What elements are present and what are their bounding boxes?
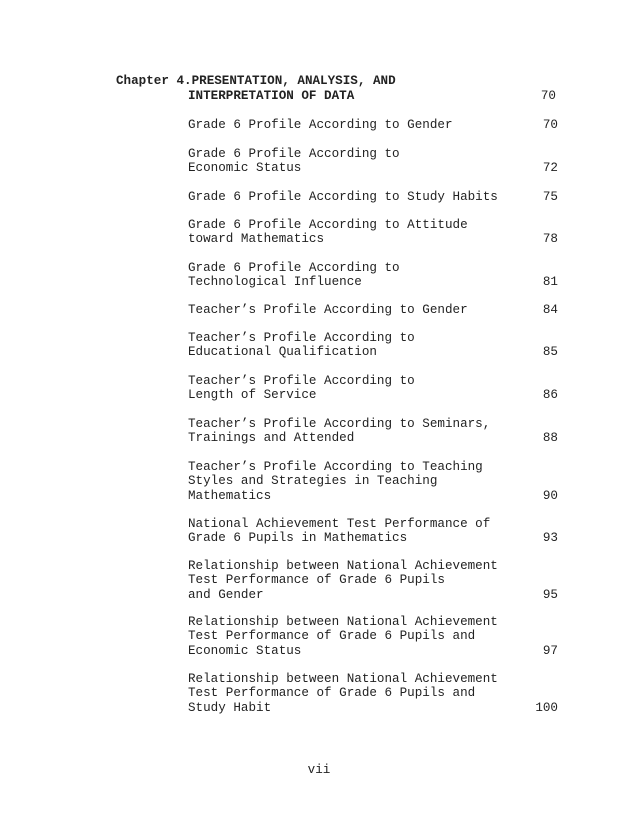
toc-entry-title: Relationship between National Achievement Test Performance of Grade 6 Pupils and Economic Status: [188, 615, 498, 658]
toc-entry-page: 88: [542, 431, 558, 446]
toc-entry-page: 81: [542, 275, 558, 290]
toc-entry-title: Teacher’s Profile According to Length of Service: [188, 374, 415, 403]
chapter-title-line1: PRESENTATION, ANALYSIS, AND: [191, 74, 396, 88]
toc-entry: [188, 118, 558, 132]
toc-entry-title: Teacher’s Profile According to Educational Qualification: [188, 331, 415, 360]
toc-entry-page: 95: [542, 587, 558, 602]
toc-entry: [188, 460, 558, 503]
toc-entry-page: 70: [542, 118, 558, 132]
toc-entry-page: 84: [542, 303, 558, 317]
toc-entry-title: Grade 6 Profile According to Attitude toward Mathematics: [188, 218, 468, 247]
toc-entry: [188, 374, 558, 403]
toc-entry-title: Grade 6 Profile According to Technological Influence: [188, 261, 400, 290]
toc-entry-title: Relationship between National Achievement Test Performance of Grade 6 Pupils and Gender: [188, 559, 498, 602]
page-number-footer: vii: [307, 763, 331, 777]
toc-entry-page: 72: [542, 161, 558, 176]
toc-entry: [188, 517, 558, 546]
toc-entry-title: Teacher’s Profile According to Gender: [188, 303, 468, 317]
toc-entry-page: 100: [535, 700, 558, 715]
toc-entry-title: Relationship between National Achievement Test Performance of Grade 6 Pupils and Study Habit: [188, 672, 498, 715]
toc-entry: [188, 672, 558, 715]
toc-entry-title: Teacher’s Profile According to Seminars, Trainings and Attended: [188, 417, 491, 446]
toc-entry-page: 75: [542, 190, 558, 204]
chapter-title-line2: INTERPRETATION OF DATA: [188, 89, 355, 103]
toc-entry-page: 86: [542, 388, 558, 403]
toc-entry: [188, 218, 558, 247]
toc-entry: [188, 615, 558, 658]
chapter-heading: [116, 74, 396, 103]
toc-entry-title: National Achievement Test Performance of Grade 6 Pupils in Mathematics: [188, 517, 491, 546]
toc-entry-page: 90: [542, 488, 558, 503]
toc-entry: [188, 559, 558, 602]
toc-entry-page: 85: [542, 345, 558, 360]
toc-entry-title: Teacher’s Profile According to Teaching Styles and Strategies in Teaching Mathematics: [188, 460, 483, 503]
toc-entry: [188, 261, 558, 290]
toc-entry: [188, 417, 558, 446]
chapter-page-number: 70: [540, 89, 556, 103]
toc-entry-page: 97: [542, 643, 558, 658]
toc-entry: [188, 303, 558, 317]
toc-entry: [188, 190, 558, 204]
toc-entry-title: Grade 6 Profile According to Economic Status: [188, 147, 400, 176]
toc-entry: [188, 147, 558, 176]
chapter-label: Chapter 4.: [116, 74, 192, 88]
toc-entry-title: Grade 6 Profile According to Study Habits: [188, 190, 498, 204]
toc-entry-page: 78: [542, 232, 558, 247]
toc-entry-page: 93: [542, 531, 558, 546]
toc-entry-title: Grade 6 Profile According to Gender: [188, 118, 453, 132]
toc-entry: [188, 331, 558, 360]
